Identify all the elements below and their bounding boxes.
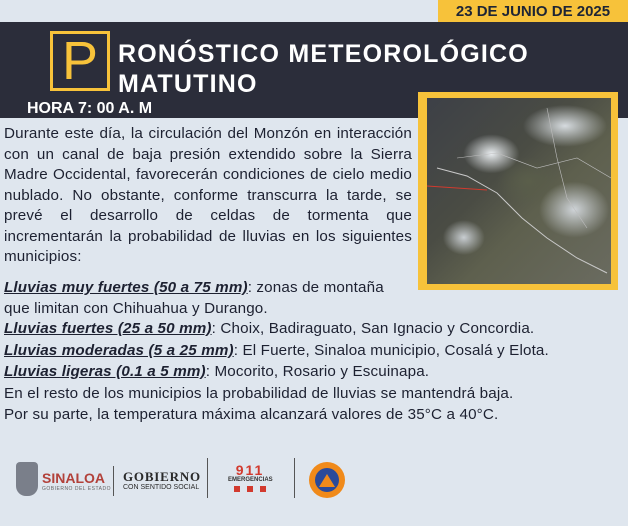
category-very-heavy [4, 278, 412, 319]
gobierno-subtitle: CON SENTIDO SOCIAL [123, 484, 200, 491]
911-number: 911 [235, 462, 265, 478]
911-service-icons [230, 486, 270, 496]
title-line-2: MATUTINO [118, 70, 258, 98]
title-initial-box: P [50, 31, 110, 91]
intro-paragraph: Durante este día, la circulación del Monzón en interacción con un canal de baja presión extendido sobre la Sierra Madre Occidental, favorecerán condiciones de cielo medio nublado. No obstante, conforme transcurra la tarde, se prevé el desarrollo de celdas de tormenta que incrementarán la probabilidad de lluvias en los siguientes municipios: [4, 125, 412, 265]
civil-protection-logo [309, 462, 345, 498]
category-label: Lluvias fuertes (25 a 50 mm) [4, 320, 212, 337]
footer-divider [207, 458, 208, 498]
sinaloa-seal-icon [16, 462, 38, 496]
date-badge: 23 DE JUNIO DE 2025 [438, 0, 628, 22]
category-label: Lluvias moderadas (5 a 25 mm) [4, 342, 234, 359]
state-border [457, 153, 611, 178]
sinaloa-logo-text: SINALOA [42, 470, 105, 486]
time-label: HORA 7: 00 A. M [27, 100, 153, 117]
category-heavy [4, 319, 616, 340]
category-text: : Choix, Badiraguato, San Ignacio y Concordia. [211, 320, 535, 337]
911-emergency-icon [228, 462, 272, 498]
category-text: : Mocorito, Rosario y Escuinapa. [205, 363, 430, 380]
coastline [437, 168, 607, 273]
category-label: Lluvias muy fuertes (50 a 75 mm) [4, 279, 248, 296]
911-label: EMERGENCIAS [228, 477, 273, 483]
title-line-1: RONÓSTICO METEOROLÓGICO [118, 40, 529, 68]
category-text: : El Fuerte, Sinaloa municipio, Cosalá y Elota. [233, 342, 549, 359]
footer-divider [294, 458, 295, 498]
category-light [4, 362, 616, 383]
category-moderate [4, 341, 616, 362]
sinaloa-subtitle: GOBIERNO DEL ESTADO [42, 486, 111, 492]
state-border-2 [547, 108, 587, 228]
closing-temperature: Por su parte, la temperatura máxima alcanzará valores de 35°C a 40°C. [4, 406, 499, 423]
gobierno-logo-text: GOBIERNO [123, 469, 201, 484]
satellite-image [427, 98, 611, 284]
closing-rain: En el resto de los municipios la probabilidad de lluvias se mantendrá baja. [4, 385, 514, 402]
satellite-overlay [427, 98, 611, 284]
category-label: Lluvias ligeras (0.1 a 5 mm) [4, 363, 206, 380]
category-text: : zonas de montaña que limitan con Chihuahua y Durango. [4, 279, 384, 317]
footer-divider [113, 466, 114, 496]
tropic-line [427, 186, 487, 190]
